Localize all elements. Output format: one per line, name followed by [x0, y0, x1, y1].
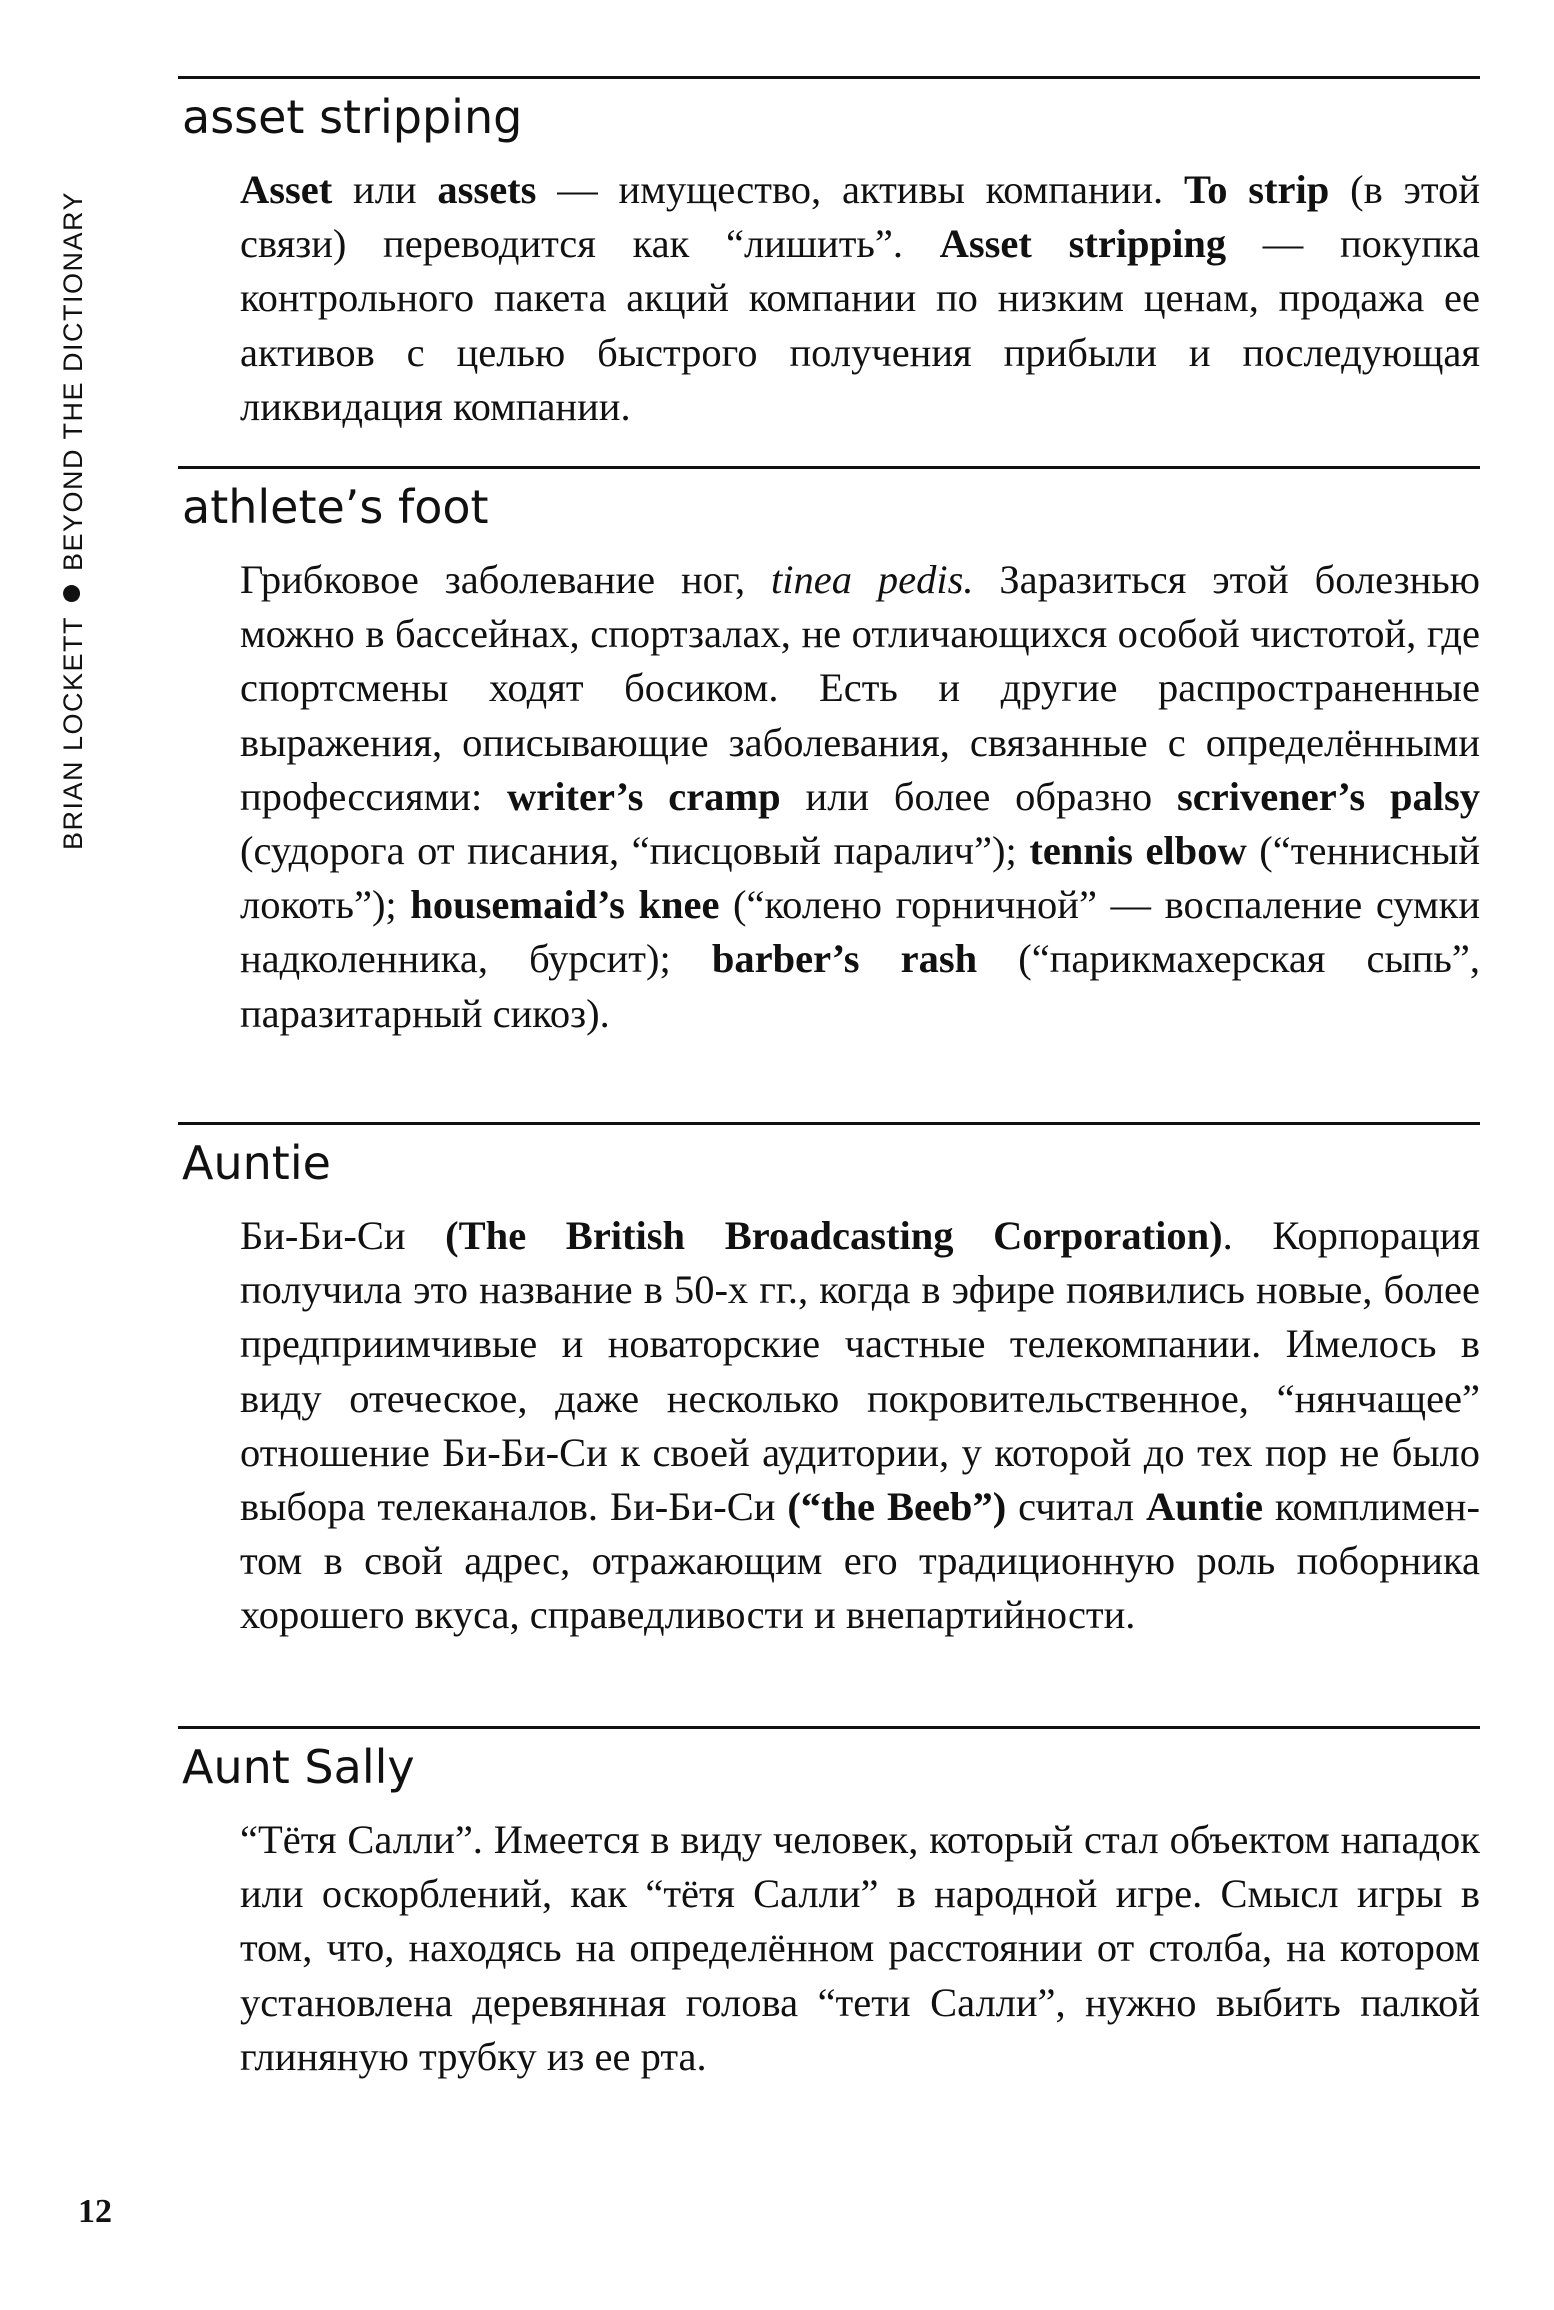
definition-text: (судорога от писания, “писцовый паралич”); [240, 828, 1030, 874]
bold-term: Asset stripping [939, 221, 1227, 267]
divider [178, 1122, 1480, 1125]
entry-definition [240, 553, 1480, 1041]
bullet-icon [64, 585, 81, 602]
definition-text: комплиментом в свой адрес, отражающим его традиционную роль поборника хорошего вкуса, справедливости и внепартийности. [240, 1484, 1480, 1638]
entry-headword: Aunt Sally [182, 1740, 415, 1794]
definition-text: . Корпорация получила это название в 50-х гг., когда в эфире появились новые, более предприимчивые и новаторские частные телекомпании. Имелось в виду отеческое, даже несколько покровительственное, “нянчащее” отношение Би-Би-Си к своей аудитории, у которой до тех пор не было выбора телеканалов. Би-Би-Си [240, 1213, 1480, 1530]
entry-definition [240, 163, 1480, 434]
bold-term: Auntie [1145, 1484, 1263, 1530]
entry-headword: asset stripping [182, 90, 523, 144]
bold-term: tennis elbow [1029, 828, 1247, 874]
divider [178, 76, 1480, 79]
definition-text: — покупка контрольного пакета акций компании по низким ценам, продажа ее активов с целью быстрого получения прибыли и последующая ликвидация компании. [240, 221, 1480, 429]
bold-term: barber’s rash [711, 936, 978, 982]
bold-term: writer’s cramp [507, 773, 781, 819]
definition-text: Би-Би-Си [240, 1213, 446, 1258]
entry-athletes-foot [178, 466, 1480, 1041]
definition-text: считал [1006, 1484, 1146, 1530]
running-header-author: BRIAN LOCKETT [58, 615, 89, 850]
definition-text: (в этой связи) переводится как “лишить”. [240, 167, 1480, 267]
definition-text: (“теннисный локоть”); [240, 828, 1480, 928]
divider [178, 1726, 1480, 1729]
divider [178, 466, 1480, 469]
entry-headword: athlete’s foot [182, 480, 489, 534]
definition-text: (“колено горничной” — воспаление сумки надколенника, бурсит); [240, 882, 1481, 982]
bold-term: (The British Broadcasting Corporation) [445, 1213, 1223, 1258]
bold-term: (“the Beeb”) [787, 1484, 1007, 1530]
entry-asset-stripping [178, 76, 1480, 434]
running-header [44, 80, 104, 960]
bold-term: Asset [240, 167, 333, 212]
definition-text: — имущество, активы компании. [536, 167, 1184, 212]
bold-term: To strip [1183, 167, 1330, 212]
entry-headword: Auntie [182, 1136, 331, 1190]
entry-aunt-sally [178, 1726, 1480, 2084]
definition-text: Заразиться этой болезнью можно в бассейнах, спортзалах, не отличающихся особой чистотой, где спортсмены ходят босиком. Есть и другие распространенные выражения, описывающие заболевания, связанные с определёнными профессиями: [240, 557, 1480, 819]
entry-definition [240, 1813, 1480, 2084]
definition-text: или [332, 167, 438, 212]
definition-text: или более образно [780, 773, 1177, 819]
running-header-book: BEYOND THE DICTIONARY [58, 190, 89, 571]
bold-term: housemaid’s knee [410, 882, 720, 928]
bold-term: scrivener’s palsy [1177, 773, 1480, 819]
entry-definition [240, 1209, 1480, 1643]
bold-term: assets [437, 167, 537, 212]
entry-auntie [178, 1122, 1480, 1643]
page-number: 12 [78, 2193, 112, 2230]
italic-term: tinea pedis. [770, 557, 974, 602]
definition-text: (“парикмахерская сыпь”, паразитарный сикоз). [240, 936, 1480, 1036]
definition-text: “Тётя Салли”. Имеется в виду человек, который стал объектом нападок или оскорблений, как “тётя Салли” в народной игре. Смысл игры в том, что, находясь на определённом расстоянии от столба, на котором установлена деревянная голова “тети Салли”, нужно выбить палкой глиняную трубку из ее рта. [240, 1817, 1480, 2079]
definition-text: Грибковое заболевание ног, [240, 557, 771, 602]
